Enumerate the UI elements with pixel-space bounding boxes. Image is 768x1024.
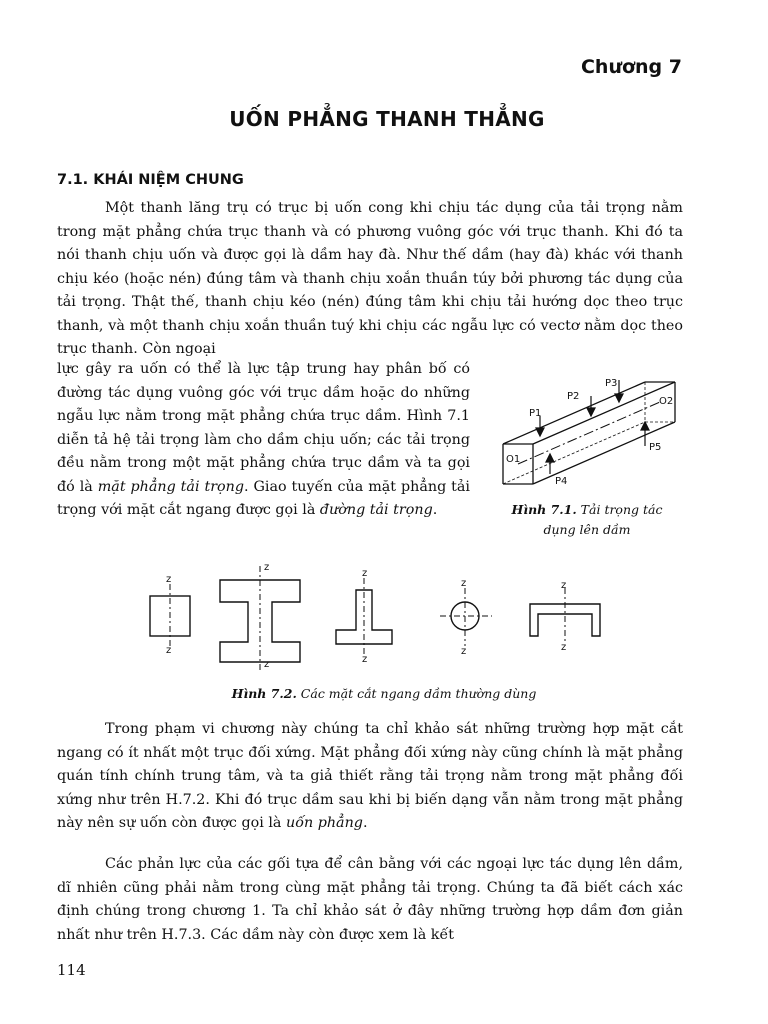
wrap-mid-text: . Giao tuyến của mặt phẳng tải trọng với mặt cắt ngang được gọi là bbox=[57, 478, 470, 518]
axis-z-channel-bottom: z bbox=[561, 642, 567, 653]
figure1-caption-label: Hình 7.1. bbox=[511, 502, 577, 517]
axis-z-rect-top: z bbox=[166, 574, 172, 585]
chapter-title: UỐN PHẲNG THANH THẲNG bbox=[229, 107, 545, 131]
axis-z-ibeam-bottom: z bbox=[264, 659, 270, 670]
term-load-line: đường tải trọng bbox=[319, 502, 433, 518]
label-o1: O1 bbox=[506, 454, 521, 465]
wrap-end-text: . bbox=[432, 502, 438, 518]
paragraph-symmetry-end: . bbox=[362, 815, 368, 831]
paragraph-intro: Một thanh lăng trụ có trục bị uốn cong khi chịu tác dụng của tải trọng nằm trong mặt phẳng chứa trục thanh và có phương vuông góc với trục thanh. Khi đó ta nói thanh chịu uốn và được gọi là dầm hay đà. Như thế dầm (hay đà) khác với thanh chịu kéo (hoặc nén) đúng tâm và thanh chịu xoắn thuần túy bởi phương tác dụng của tải trọng. Thật thế, thanh chịu kéo (nén) đúng tâm khi chịu tải hướng dọc theo trục thanh, và một thanh chịu xoắn thuần tuý khi chịu các ngẫu lực có vectơ nằm dọc theo trục thanh. Còn ngoại bbox=[57, 200, 683, 357]
axis-z-channel-top: z bbox=[561, 580, 567, 591]
label-p5: P5 bbox=[649, 442, 662, 453]
section-heading: 7.1. KHÁI NIỆM CHUNG bbox=[57, 172, 244, 188]
paragraph-reactions: Các phản lực của các gối tựa để cân bằng với các ngoại lực tác dụng lên dầm, dĩ nhiên cũng phải nằm trong cùng mặt phẳng tải trọng. Chúng ta đã biết cách xác định chúng trong chương 1. Ta chỉ khảo sát ở đây những trường hợp dầm đơn giản nhất như trên H.7.3. Các dầm này còn được xem là kết bbox=[57, 856, 683, 943]
label-p4: P4 bbox=[555, 476, 568, 487]
paragraph-symmetry-text: Trong phạm vi chương này chúng ta chỉ khảo sát những trường hợp mặt cắt ngang có ít nhất một trục đối xứng. Mặt phẳng đối xứng này cũng chính là mặt phẳng quán tính chính trung tâm, và ta giả thiết rằng tải trọng nằm trong mặt phẳng đối xứng như trên H.7.2. Khi đó trục dầm sau khi bị biến dạng vẫn nằm trong mặt phẳng này nên sự uốn còn được gọi là bbox=[57, 721, 683, 831]
paragraph-symmetry bbox=[57, 718, 683, 836]
wrap-text: lực gây ra uốn có thể là lực tập trung hay phân bố có đường tác dụng vuông góc với trục dầm hoặc do những ngẫu lực nằm trong mặt phẳng chứa trục dầm. Hình 7.1 diễn tả hệ tải trọng làm cho dầm chịu uốn; các tải trọng đều nằm trong một mặt phẳng chứa trục dầm và ta gọi đó là bbox=[57, 361, 470, 495]
term-plane-bending: uốn phẳng bbox=[285, 815, 363, 831]
label-o2: O2 bbox=[659, 396, 674, 407]
axis-z-rect-bottom: z bbox=[166, 645, 172, 656]
figure-beam-diagram bbox=[495, 366, 695, 496]
label-p3: P3 bbox=[605, 378, 618, 389]
figure1-caption-text: Tải trọng tác dụng lên dầm bbox=[543, 502, 663, 537]
axis-z-tee-bottom: z bbox=[362, 654, 368, 665]
axis-z-circle-bottom: z bbox=[461, 646, 467, 657]
axis-z-tee-top: z bbox=[362, 568, 368, 579]
axis-z-circle-top: z bbox=[461, 578, 467, 589]
figure2-caption-text: Các mặt cắt ngang dầm thường dùng bbox=[296, 686, 537, 701]
chapter-label: Chương 7 bbox=[580, 56, 682, 78]
label-p2: P2 bbox=[567, 391, 580, 402]
figure1-caption bbox=[497, 500, 677, 540]
figure-cross-sections bbox=[130, 558, 610, 673]
paragraph-wrap bbox=[57, 358, 470, 523]
figure2-caption-label: Hình 7.2. bbox=[231, 686, 297, 701]
term-load-plane: mặt phẳng tải trọng bbox=[97, 478, 245, 495]
axis-z-ibeam-top: z bbox=[264, 562, 270, 573]
label-p1: P1 bbox=[529, 408, 542, 419]
page-number: 114 bbox=[57, 961, 86, 979]
figure2-caption bbox=[0, 686, 768, 701]
